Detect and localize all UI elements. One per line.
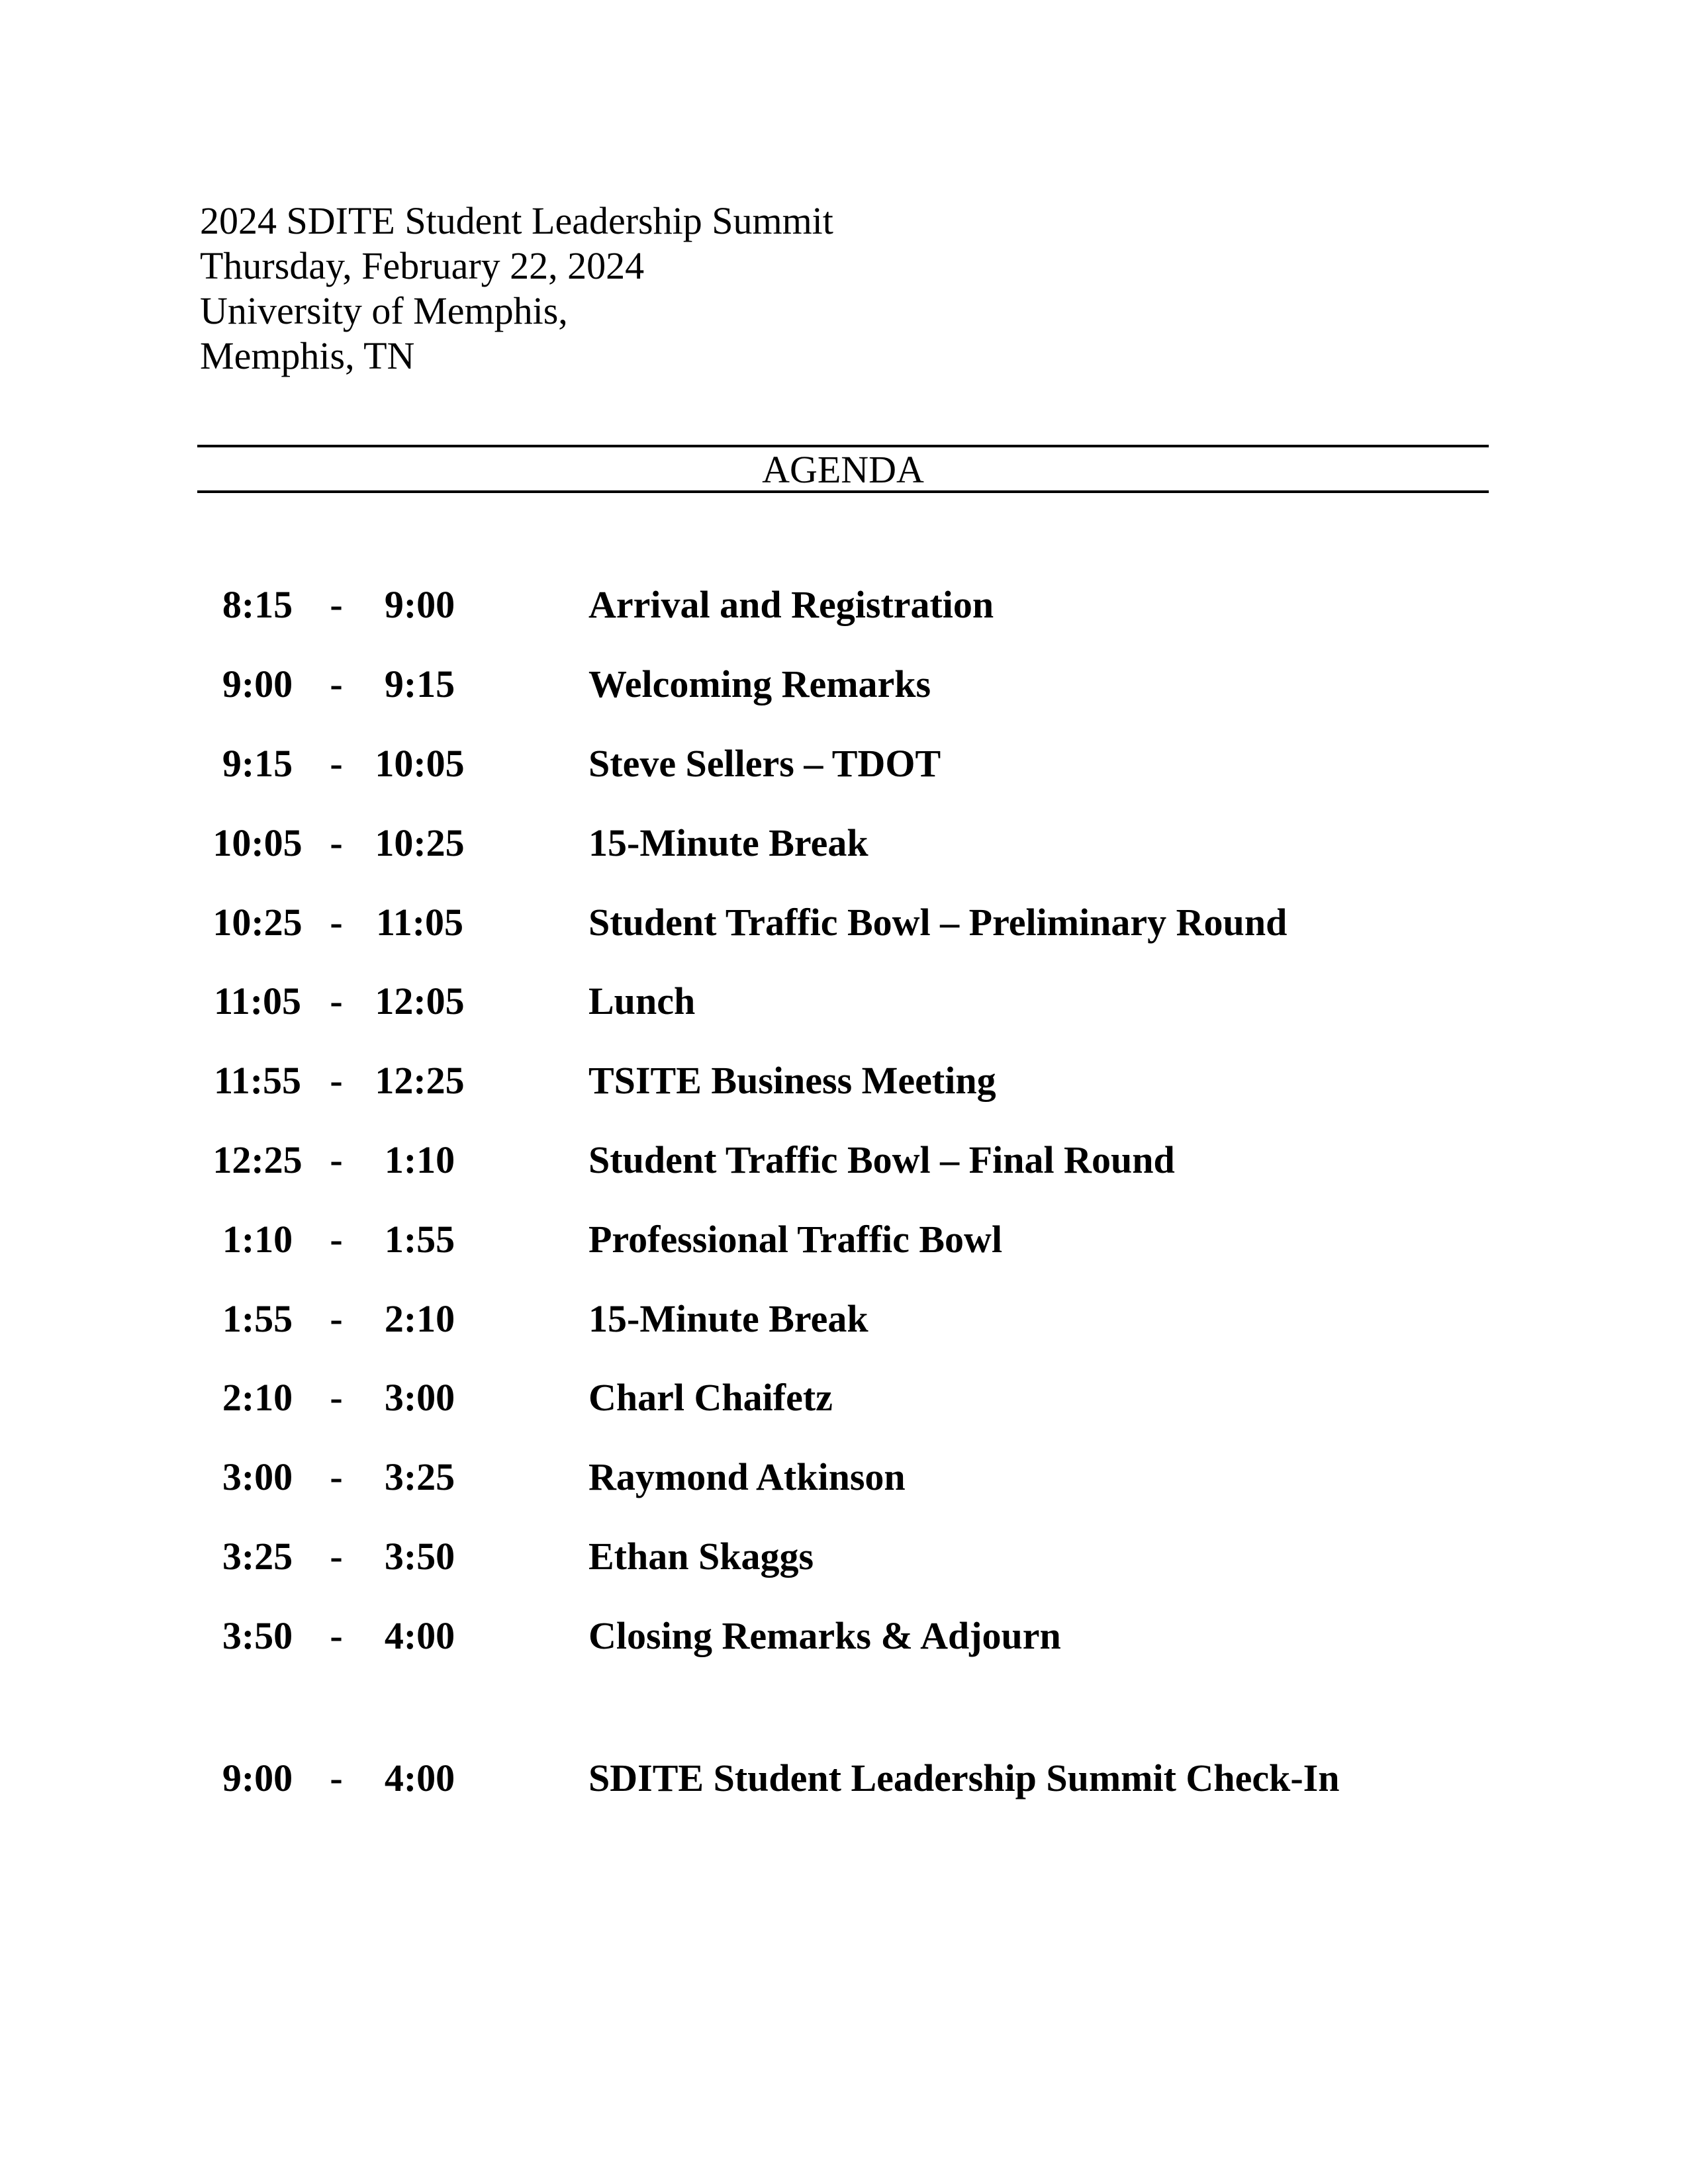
start-time: 8:15 xyxy=(222,583,293,626)
event-description: Student Traffic Bowl – Preliminary Round xyxy=(588,901,1288,944)
end-time: 10:05 xyxy=(375,742,465,785)
agenda-row xyxy=(0,662,1688,705)
event-description: Charl Chaifetz xyxy=(588,1376,833,1419)
end-time: 4:00 xyxy=(384,1756,455,1799)
range-dash: - xyxy=(330,1059,343,1102)
start-time: 11:05 xyxy=(213,979,302,1023)
event-description: Raymond Atkinson xyxy=(588,1455,906,1498)
end-time: 12:05 xyxy=(375,979,465,1023)
range-dash: - xyxy=(330,901,343,944)
end-time: 1:10 xyxy=(384,1138,455,1181)
end-time: 2:10 xyxy=(384,1297,455,1340)
range-dash: - xyxy=(330,1297,343,1340)
range-dash: - xyxy=(330,742,343,785)
start-time: 9:15 xyxy=(222,742,293,785)
agenda-heading-block xyxy=(197,445,1489,493)
agenda-row xyxy=(0,1059,1688,1102)
range-dash: - xyxy=(330,662,343,705)
start-time: 11:55 xyxy=(213,1059,302,1102)
event-description: Student Traffic Bowl – Final Round xyxy=(588,1138,1175,1181)
event-description: SDITE Student Leadership Summit Check-In xyxy=(588,1756,1340,1799)
event-description: Arrival and Registration xyxy=(588,583,994,626)
document-header xyxy=(200,199,833,379)
agenda-section-title: AGENDA xyxy=(762,448,924,491)
range-dash: - xyxy=(330,1376,343,1419)
agenda-row xyxy=(0,583,1688,626)
agenda-checkin-row xyxy=(0,1756,1688,1799)
end-time: 10:25 xyxy=(375,821,465,864)
event-description: Steve Sellers – TDOT xyxy=(588,742,941,785)
end-time: 9:00 xyxy=(384,583,455,626)
range-dash: - xyxy=(330,1614,343,1657)
agenda-row xyxy=(0,903,1688,943)
agenda-row xyxy=(0,1297,1688,1340)
agenda-row xyxy=(0,1376,1688,1419)
end-time: 1:55 xyxy=(384,1218,455,1261)
start-time: 9:00 xyxy=(222,662,293,705)
event-description: Welcoming Remarks xyxy=(588,662,931,705)
start-time: 10:25 xyxy=(212,901,303,944)
end-time: 9:15 xyxy=(384,662,455,705)
start-time: 12:25 xyxy=(212,1138,303,1181)
start-time: 1:55 xyxy=(222,1297,293,1340)
event-description: Professional Traffic Bowl xyxy=(588,1218,1003,1261)
agenda-row xyxy=(0,979,1688,1023)
end-time: 4:00 xyxy=(384,1614,455,1657)
event-description: TSITE Business Meeting xyxy=(588,1059,996,1102)
agenda-row xyxy=(0,1220,1688,1260)
event-description: Ethan Skaggs xyxy=(588,1535,814,1578)
header-date-line: Thursday, February 22, 2024 xyxy=(200,244,645,287)
agenda-row xyxy=(0,1537,1688,1577)
range-dash: - xyxy=(330,979,343,1023)
start-time: 1:10 xyxy=(222,1218,293,1261)
range-dash: - xyxy=(330,1138,343,1181)
agenda-row xyxy=(0,1614,1688,1657)
header-title-line: 2024 SDITE Student Leadership Summit xyxy=(200,199,833,242)
event-description: Lunch xyxy=(588,979,696,1023)
start-time: 2:10 xyxy=(222,1376,293,1419)
event-description: Closing Remarks & Adjourn xyxy=(588,1614,1061,1657)
event-description: 15-Minute Break xyxy=(588,821,868,864)
range-dash: - xyxy=(330,583,343,626)
event-description: 15-Minute Break xyxy=(588,1297,868,1340)
end-time: 12:25 xyxy=(375,1059,465,1102)
agenda-row xyxy=(0,1455,1688,1498)
start-time: 3:25 xyxy=(222,1535,293,1578)
range-dash: - xyxy=(330,1218,343,1261)
end-time: 3:00 xyxy=(384,1376,455,1419)
end-time: 3:50 xyxy=(384,1535,455,1578)
start-time: 3:50 xyxy=(222,1614,293,1657)
end-time: 3:25 xyxy=(384,1455,455,1498)
range-dash: - xyxy=(330,1535,343,1578)
header-venue-line: University of Memphis, xyxy=(200,289,568,332)
agenda-row xyxy=(0,742,1688,785)
start-time: 9:00 xyxy=(222,1756,293,1799)
range-dash: - xyxy=(330,821,343,864)
start-time: 10:05 xyxy=(212,821,303,864)
agenda-row xyxy=(0,821,1688,864)
range-dash: - xyxy=(330,1756,343,1799)
header-city-line: Memphis, TN xyxy=(200,334,415,377)
agenda-row xyxy=(0,1138,1688,1181)
start-time: 3:00 xyxy=(222,1455,293,1498)
range-dash: - xyxy=(330,1455,343,1498)
end-time: 11:05 xyxy=(375,901,464,944)
